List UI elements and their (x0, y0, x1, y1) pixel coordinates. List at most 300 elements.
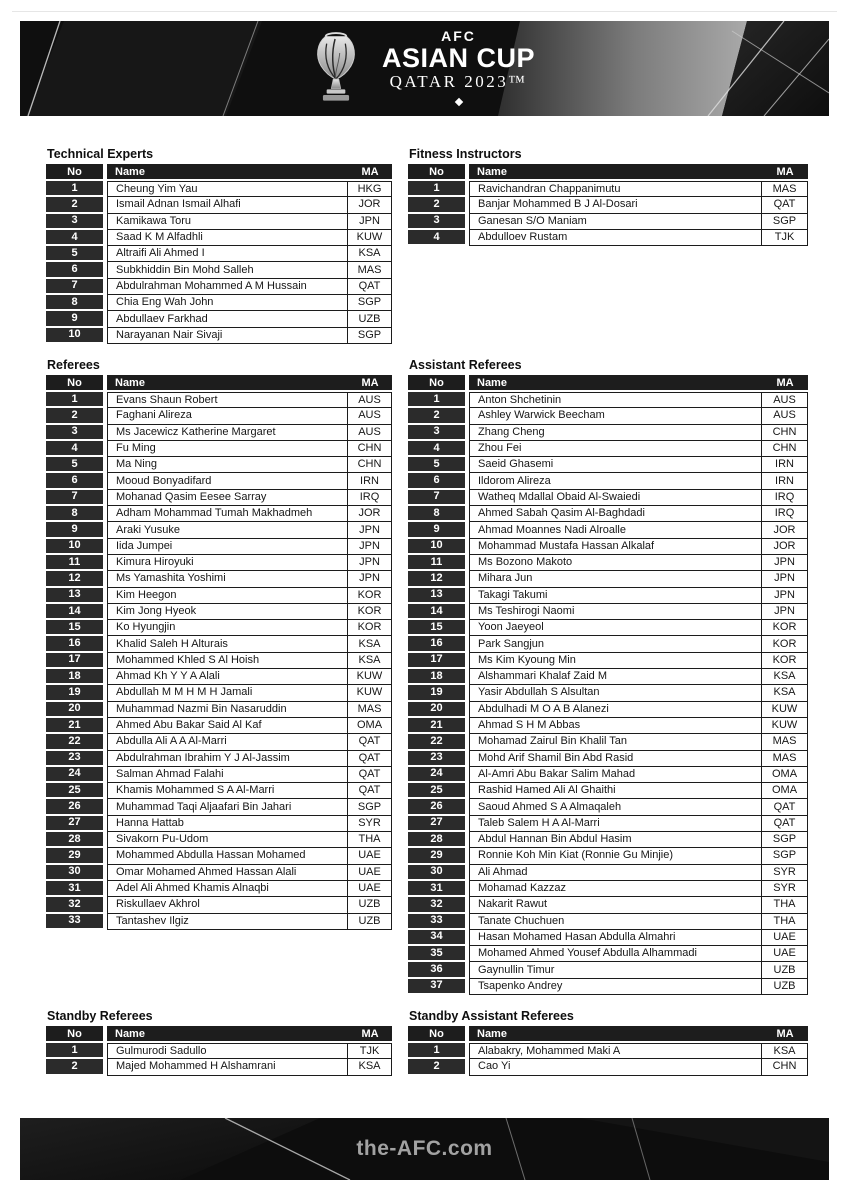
member-association: JOR (762, 539, 808, 555)
table-row (46, 799, 392, 815)
column-header-no: No (408, 1026, 469, 1043)
row-number: 10 (408, 539, 469, 555)
row-number: 13 (408, 588, 469, 604)
table-row (46, 620, 392, 636)
member-association: KOR (348, 604, 392, 620)
table-row (46, 816, 392, 832)
table-row (46, 230, 392, 246)
table-row (46, 751, 392, 767)
person-name: Alabakry, Mohammed Maki A (469, 1043, 762, 1059)
table-row (408, 181, 808, 197)
member-association: UAE (348, 848, 392, 864)
table-row (46, 571, 392, 587)
column-header-ma: MA (348, 1026, 392, 1043)
row-number: 7 (46, 279, 107, 295)
row-number: 5 (46, 457, 107, 473)
member-association: OMA (762, 783, 808, 799)
row-number: 1 (46, 1043, 107, 1059)
member-association: KOR (348, 620, 392, 636)
person-name: Adham Mohammad Tumah Makhadmeh (107, 506, 348, 522)
person-name: Adel Ali Ahmed Khamis Alnaqbi (107, 881, 348, 897)
member-association: QAT (348, 279, 392, 295)
row-number: 11 (46, 555, 107, 571)
person-name: Gaynullin Timur (469, 962, 762, 978)
table-row (46, 1059, 392, 1075)
row-number: 6 (46, 473, 107, 489)
table-row (46, 669, 392, 685)
header-banner (20, 21, 829, 116)
row-number: 18 (408, 669, 469, 685)
person-name: Yoon Jaeyeol (469, 620, 762, 636)
table-row (408, 1043, 808, 1059)
row-number: 25 (46, 783, 107, 799)
member-association: SYR (348, 816, 392, 832)
table-row (408, 816, 808, 832)
row-number: 11 (408, 555, 469, 571)
member-association: KUW (762, 702, 808, 718)
member-association: SGP (762, 848, 808, 864)
row-number: 2 (46, 1059, 107, 1075)
row-number: 3 (46, 425, 107, 441)
page-top-hairline (12, 11, 837, 12)
table-row (408, 230, 808, 246)
table-row (408, 962, 808, 978)
member-association: KSA (762, 1043, 808, 1059)
member-association: CHN (762, 441, 808, 457)
table-row (408, 620, 808, 636)
table-row (46, 702, 392, 718)
member-association: KUW (348, 230, 392, 246)
table-row (408, 669, 808, 685)
person-name: Mohammed Khled S Al Hoish (107, 653, 348, 669)
table-row (46, 311, 392, 327)
person-name: Mohd Arif Shamil Bin Abd Rasid (469, 751, 762, 767)
table-row (408, 425, 808, 441)
table-row (46, 328, 392, 344)
footer-banner (20, 1118, 829, 1180)
person-name: Abdullaev Farkhad (107, 311, 348, 327)
row-number: 9 (46, 522, 107, 538)
person-name: Ms Kim Kyoung Min (469, 653, 762, 669)
table-row (46, 295, 392, 311)
member-association: IRQ (762, 506, 808, 522)
person-name: Majed Mohammed H Alshamrani (107, 1059, 348, 1075)
row-number: 32 (46, 897, 107, 913)
table-row (46, 555, 392, 571)
person-name: Abdulrahman Mohammed A M Hussain (107, 279, 348, 295)
row-number: 23 (408, 751, 469, 767)
row-number: 17 (46, 653, 107, 669)
member-association: QAT (762, 816, 808, 832)
person-name: Riskullaev Akhrol (107, 897, 348, 913)
person-name: Abdullah M M H M H Jamali (107, 685, 348, 701)
person-name: Abdulhadi M O A B Alanezi (469, 702, 762, 718)
person-name: Ahmad S H M Abbas (469, 718, 762, 734)
table-row (408, 914, 808, 930)
table-row (408, 653, 808, 669)
person-name: Takagi Takumi (469, 588, 762, 604)
row-number: 12 (408, 571, 469, 587)
row-number: 10 (46, 328, 107, 344)
row-number: 30 (408, 865, 469, 881)
column-header-name: Name (107, 164, 348, 181)
member-association: AUS (348, 425, 392, 441)
row-number: 16 (408, 636, 469, 652)
table-row (408, 865, 808, 881)
member-association: KSA (762, 669, 808, 685)
row-number: 33 (46, 914, 107, 930)
member-association: AUS (762, 392, 808, 408)
section-technical-experts (46, 147, 392, 344)
table-row (408, 897, 808, 913)
member-association: OMA (348, 718, 392, 734)
row-number: 1 (408, 1043, 469, 1059)
person-name: Mohamad Zairul Bin Khalil Tan (469, 734, 762, 750)
column-header-no: No (46, 164, 107, 181)
table-row (46, 457, 392, 473)
table-row (46, 490, 392, 506)
member-association: KOR (348, 588, 392, 604)
person-name: Evans Shaun Robert (107, 392, 348, 408)
column-header-name: Name (469, 1026, 762, 1043)
table-row (46, 522, 392, 538)
person-name: Muhammad Taqi Aljaafari Bin Jahari (107, 799, 348, 815)
member-association: SGP (348, 799, 392, 815)
table-header-row (46, 164, 392, 181)
row-number: 13 (46, 588, 107, 604)
column-header-ma: MA (762, 164, 808, 181)
column-header-no: No (46, 375, 107, 392)
standby-referees-table (46, 1026, 392, 1076)
row-number: 28 (408, 832, 469, 848)
member-association: IRN (348, 473, 392, 489)
row-number: 29 (408, 848, 469, 864)
member-association: TJK (348, 1043, 392, 1059)
column-header-ma: MA (348, 375, 392, 392)
person-name: Ahmad Moannes Nadi Alroalle (469, 522, 762, 538)
row-number: 3 (408, 214, 469, 230)
member-association: UZB (762, 962, 808, 978)
row-number: 1 (408, 392, 469, 408)
table-row (408, 555, 808, 571)
person-name: Taleb Salem H A Al-Marri (469, 816, 762, 832)
section-standby-assistant-referees (408, 1009, 808, 1076)
member-association: TJK (762, 230, 808, 246)
member-association: MAS (348, 702, 392, 718)
row-number: 20 (408, 702, 469, 718)
row-number: 32 (408, 897, 469, 913)
table-row (46, 408, 392, 424)
table-row (46, 473, 392, 489)
member-association: AUS (762, 408, 808, 424)
person-name: Ahmed Abu Bakar Said Al Kaf (107, 718, 348, 734)
member-association: OMA (762, 767, 808, 783)
table-row (408, 702, 808, 718)
person-name: Subkhiddin Bin Mohd Salleh (107, 262, 348, 278)
technical-experts-table (46, 164, 392, 344)
person-name: Abdul Hannan Bin Abdul Hasim (469, 832, 762, 848)
person-name: Muhammad Nazmi Bin Nasaruddin (107, 702, 348, 718)
person-name: Kamikawa Toru (107, 214, 348, 230)
person-name: Saad K M Alfadhli (107, 230, 348, 246)
column-header-ma: MA (348, 164, 392, 181)
person-name: Mohamad Kazzaz (469, 881, 762, 897)
row-number: 10 (46, 539, 107, 555)
row-number: 8 (408, 506, 469, 522)
trophy-icon (308, 28, 364, 106)
person-name: Ma Ning (107, 457, 348, 473)
row-number: 12 (46, 571, 107, 587)
row-number: 4 (46, 441, 107, 457)
table-row (46, 588, 392, 604)
table-row (408, 636, 808, 652)
person-name: Yasir Abdullah S Alsultan (469, 685, 762, 701)
member-association: JPN (348, 571, 392, 587)
table-row (408, 767, 808, 783)
member-association: KOR (762, 636, 808, 652)
row-number: 6 (46, 262, 107, 278)
person-name: Abdulla Ali A A Al-Marri (107, 734, 348, 750)
member-association: KUW (348, 669, 392, 685)
member-association: QAT (348, 734, 392, 750)
row-number: 17 (408, 653, 469, 669)
table-row (408, 1059, 808, 1075)
member-association: MAS (762, 734, 808, 750)
person-name: Omar Mohamed Ahmed Hassan Alali (107, 865, 348, 881)
afc-asian-cup-logo (308, 28, 535, 106)
row-number: 24 (46, 767, 107, 783)
table-row (408, 783, 808, 799)
row-number: 30 (46, 865, 107, 881)
member-association: SGP (348, 328, 392, 344)
column-header-name: Name (107, 1026, 348, 1043)
person-name: Tantashev Ilgiz (107, 914, 348, 930)
member-association: KUW (762, 718, 808, 734)
person-name: Ravichandran Chappanimutu (469, 181, 762, 197)
table-row (408, 751, 808, 767)
table-row (408, 539, 808, 555)
member-association: THA (762, 897, 808, 913)
footer-url-link[interactable]: the-AFC.com (356, 1137, 493, 1160)
person-name: Khamis Mohammed S A Al-Marri (107, 783, 348, 799)
table-header-row (408, 164, 808, 181)
table-row (46, 214, 392, 230)
member-association: IRN (762, 457, 808, 473)
person-name: Saoud Ahmed S A Almaqaleh (469, 799, 762, 815)
person-name: Ismail Adnan Ismail Alhafi (107, 197, 348, 213)
table-row (408, 588, 808, 604)
person-name: Cao Yi (469, 1059, 762, 1075)
person-name: Alshammari Khalaf Zaid M (469, 669, 762, 685)
member-association: QAT (348, 767, 392, 783)
table-row (408, 490, 808, 506)
member-association: KUW (348, 685, 392, 701)
row-number: 7 (46, 490, 107, 506)
row-number: 22 (46, 734, 107, 750)
person-name: Nakarit Rawut (469, 897, 762, 913)
member-association: MAS (762, 751, 808, 767)
row-number: 28 (46, 832, 107, 848)
member-association: SGP (762, 832, 808, 848)
row-number: 31 (408, 881, 469, 897)
member-association: SYR (762, 881, 808, 897)
table-row (46, 181, 392, 197)
table-row (408, 473, 808, 489)
table-header-row (46, 375, 392, 392)
table-row (46, 1043, 392, 1059)
row-number: 8 (46, 295, 107, 311)
row-number: 34 (408, 930, 469, 946)
row-number: 19 (46, 685, 107, 701)
person-name: Ko Hyungjin (107, 620, 348, 636)
row-number: 29 (46, 848, 107, 864)
person-name: Mohanad Qasim Eesee Sarray (107, 490, 348, 506)
table-row (46, 539, 392, 555)
row-number: 7 (408, 490, 469, 506)
table-row (46, 246, 392, 262)
person-name: Mohamed Ahmed Yousef Abdulla Alhammadi (469, 946, 762, 962)
table-row (46, 441, 392, 457)
member-association: IRQ (762, 490, 808, 506)
row-number: 15 (46, 620, 107, 636)
member-association: UZB (348, 897, 392, 913)
person-name: Mooud Bonyadifard (107, 473, 348, 489)
member-association: JOR (348, 506, 392, 522)
row-number: 3 (46, 214, 107, 230)
member-association: JPN (348, 539, 392, 555)
member-association: JPN (762, 604, 808, 620)
member-association: SGP (762, 214, 808, 230)
person-name: Narayanan Nair Sivaji (107, 328, 348, 344)
row-number: 31 (46, 881, 107, 897)
person-name: Hasan Mohamed Hasan Abdulla Almahri (469, 930, 762, 946)
row-number: 21 (408, 718, 469, 734)
table-row (408, 441, 808, 457)
row-number: 33 (408, 914, 469, 930)
row-number: 9 (408, 522, 469, 538)
table-row (46, 425, 392, 441)
row-number: 23 (46, 751, 107, 767)
person-name: Kim Heegon (107, 588, 348, 604)
row-number: 19 (408, 685, 469, 701)
member-association: JPN (348, 555, 392, 571)
table-header-row (408, 375, 808, 392)
table-row (46, 604, 392, 620)
member-association: KSA (348, 1059, 392, 1075)
table-row (408, 214, 808, 230)
row-number: 22 (408, 734, 469, 750)
member-association: MAS (348, 262, 392, 278)
person-name: Ms Teshirogi Naomi (469, 604, 762, 620)
member-association: JPN (762, 588, 808, 604)
row-number: 27 (46, 816, 107, 832)
table-row (408, 718, 808, 734)
member-association: CHN (762, 1059, 808, 1075)
table-row (408, 930, 808, 946)
column-header-name: Name (469, 375, 762, 392)
person-name: Ronnie Koh Min Kiat (Ronnie Gu Minjie) (469, 848, 762, 864)
table-row (408, 604, 808, 620)
column-header-ma: MA (762, 375, 808, 392)
row-number: 8 (46, 506, 107, 522)
member-association: JOR (348, 197, 392, 213)
member-association: AUS (348, 392, 392, 408)
person-name: Salman Ahmad Falahi (107, 767, 348, 783)
person-name: Ali Ahmad (469, 865, 762, 881)
member-association: KSA (348, 246, 392, 262)
table-row (46, 767, 392, 783)
table-row (46, 832, 392, 848)
section-fitness-instructors (408, 147, 808, 246)
person-name: Ildorom Alireza (469, 473, 762, 489)
person-name: Ahmad Kh Y Y A Alali (107, 669, 348, 685)
person-name: Faghani Alireza (107, 408, 348, 424)
logo-title: ASIAN CUP (382, 43, 536, 73)
member-association: KSA (348, 653, 392, 669)
member-association: KOR (762, 653, 808, 669)
person-name: Ganesan S/O Maniam (469, 214, 762, 230)
row-number: 20 (46, 702, 107, 718)
section-title: Fitness Instructors (409, 147, 522, 161)
row-number: 4 (408, 230, 469, 246)
table-header-row (408, 1026, 808, 1043)
row-number: 4 (46, 230, 107, 246)
person-name: Ms Jacewicz Katherine Margaret (107, 425, 348, 441)
row-number: 2 (46, 408, 107, 424)
table-row (46, 783, 392, 799)
person-name: Kimura Hiroyuki (107, 555, 348, 571)
member-association: UAE (762, 946, 808, 962)
row-number: 2 (408, 1059, 469, 1075)
table-row (46, 197, 392, 213)
table-row (408, 457, 808, 473)
member-association: JPN (762, 571, 808, 587)
row-number: 18 (46, 669, 107, 685)
table-row (46, 636, 392, 652)
person-name: Zhou Fei (469, 441, 762, 457)
member-association: JPN (762, 555, 808, 571)
table-row (46, 653, 392, 669)
table-row (408, 522, 808, 538)
table-row (408, 832, 808, 848)
person-name: Mohammad Mustafa Hassan Alkalaf (469, 539, 762, 555)
person-name: Hanna Hattab (107, 816, 348, 832)
member-association: UAE (348, 865, 392, 881)
standby-assistant-referees-table (408, 1026, 808, 1076)
table-row (408, 685, 808, 701)
table-row (408, 197, 808, 213)
column-header-no: No (408, 164, 469, 181)
person-name: Rashid Hamed Ali Al Ghaithi (469, 783, 762, 799)
section-title: Technical Experts (47, 147, 154, 161)
member-association: KSA (348, 636, 392, 652)
section-title: Standby Referees (47, 1009, 153, 1023)
row-number: 1 (46, 392, 107, 408)
member-association: QAT (348, 751, 392, 767)
person-name: Ahmed Sabah Qasim Al-Baghdadi (469, 506, 762, 522)
assistant-referees-table (408, 375, 808, 995)
row-number: 9 (46, 311, 107, 327)
logo-subtitle: QATAR 2023™ (389, 72, 528, 91)
table-row (46, 881, 392, 897)
member-association: KSA (762, 685, 808, 701)
row-number: 25 (408, 783, 469, 799)
person-name: Banjar Mohammed B J Al-Dosari (469, 197, 762, 213)
member-association: UAE (348, 881, 392, 897)
member-association: JPN (348, 522, 392, 538)
member-association: QAT (348, 783, 392, 799)
table-row (408, 946, 808, 962)
